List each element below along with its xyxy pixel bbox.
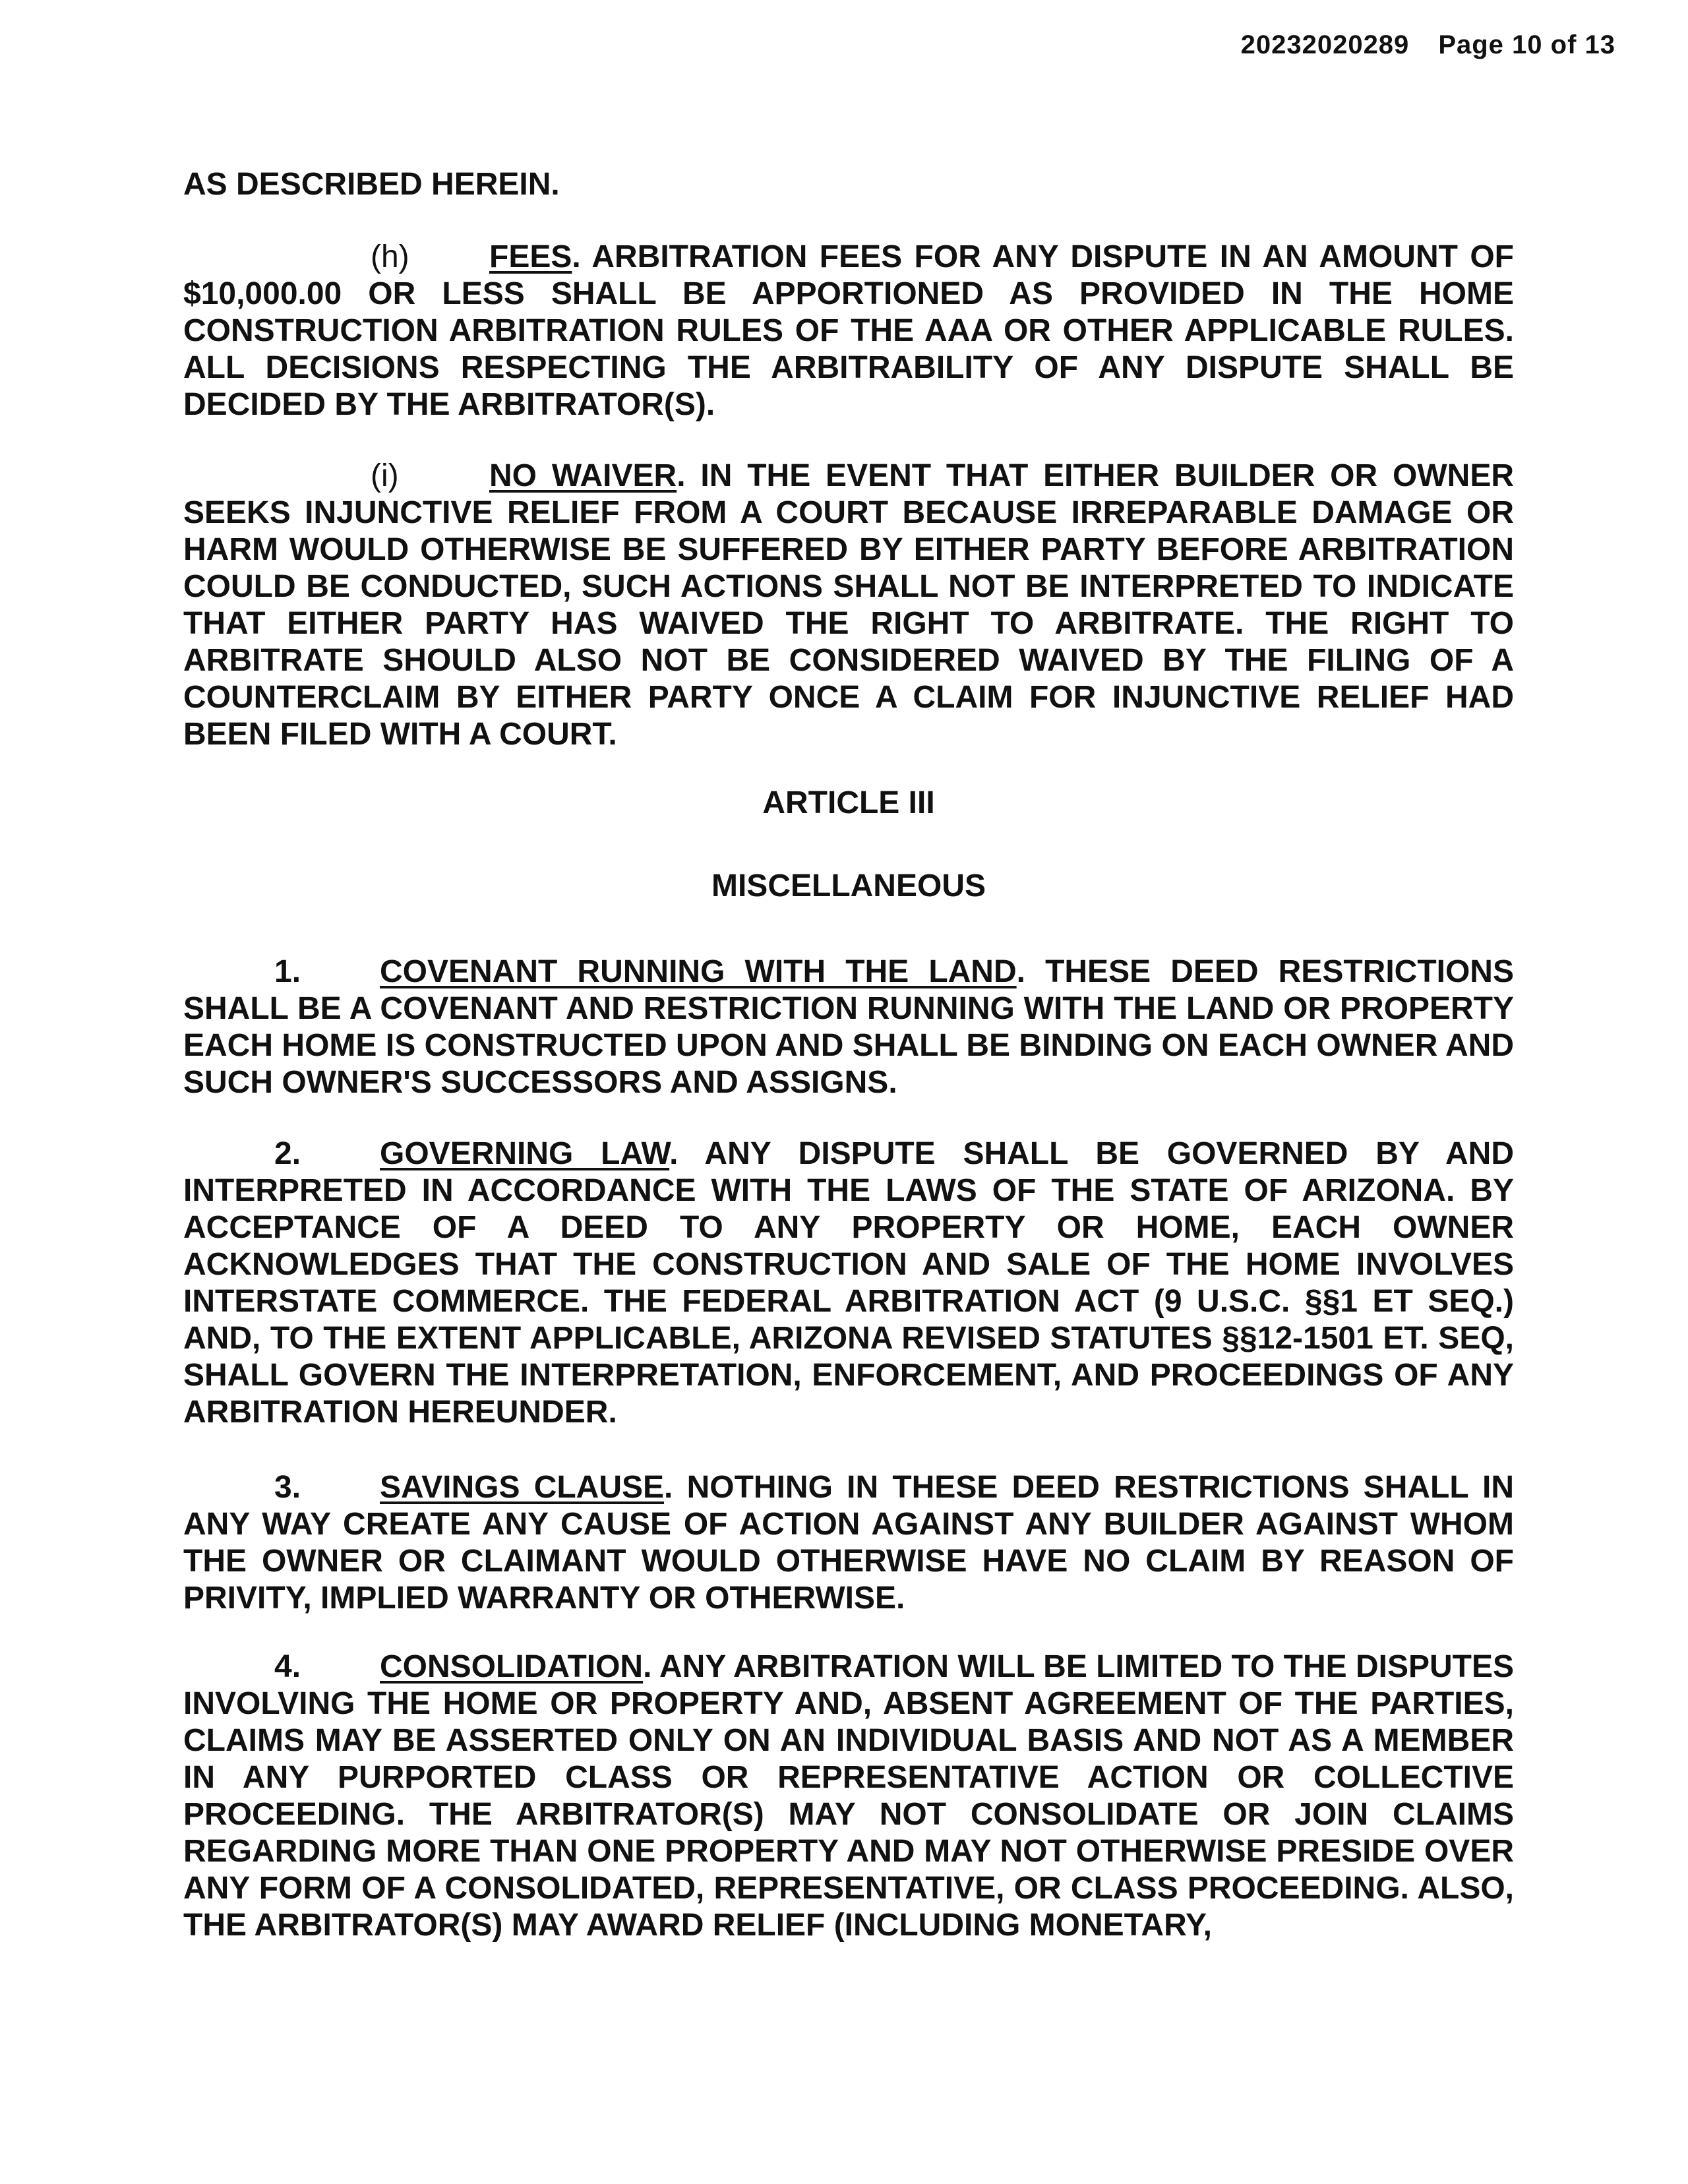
clause-body: . THESE DEED RESTRICTIONS SHALL BE A COVENANT AND RESTRICTION RUNNING WITH THE LAND OR PROPERTY EACH HOME IS CONSTRUCTED UPON AND SHALL BE BINDING ON EACH OWNER AND SUCH OWNER'S SUCCESSORS AND ASSIGNS. <box>183 954 1514 1100</box>
clause-number: 1. <box>274 954 301 989</box>
section-title: NO WAIVER <box>489 458 677 493</box>
clause-body: . NOTHING IN THESE DEED RESTRICTIONS SHALL IN ANY WAY CREATE ANY CAUSE OF ACTION AGAINST ANY BUILDER AGAINST WHOM THE OWNER OR CLAIMANT WOULD OTHERWISE HAVE NO CLAIM BY REASON OF PRIVITY, IMPLIED WARRANTY OR OTHERWISE. <box>183 1470 1514 1616</box>
page-number: Page 10 of 13 <box>1438 30 1615 59</box>
clause-3 <box>183 1469 1514 1617</box>
document-number: 20232020289 <box>1240 30 1410 59</box>
clause-title: GOVERNING LAW <box>380 1136 670 1171</box>
article-number: ARTICLE III <box>762 785 935 820</box>
clause-title: SAVINGS CLAUSE <box>380 1470 665 1505</box>
section-marker: (h) <box>371 239 409 274</box>
section-h-fees <box>183 239 1514 423</box>
clause-title: COVENANT RUNNING WITH THE LAND <box>380 954 1017 989</box>
continuation-text: AS DESCRIBED HEREIN. <box>183 167 560 202</box>
clause-number: 4. <box>274 1649 301 1684</box>
clause-title: CONSOLIDATION <box>380 1649 644 1684</box>
section-title: FEES <box>489 239 572 274</box>
clause-body: . ANY DISPUTE SHALL BE GOVERNED BY AND INTERPRETED IN ACCORDANCE WITH THE LAWS OF THE STATE OF ARIZONA. BY ACCEPTANCE OF A DEED TO ANY PROPERTY OR HOME, EACH OWNER ACKNOWLEDGES THAT THE CONSTRUCTION AND SALE OF THE HOME INVOLVES INTERSTATE COMMERCE. THE FEDERAL ARBITRATION ACT (9 U.S.C. §§1 ET SEQ.) AND, TO THE EXTENT APPLICABLE, ARIZONA REVISED STATUTES §§12-1501 ET. SEQ, SHALL GOVERN THE INTERPRETATION, ENFORCEMENT, AND PROCEEDINGS OF ANY ARBITRATION HEREUNDER. <box>183 1136 1514 1430</box>
clause-body: . ANY ARBITRATION WILL BE LIMITED TO THE DISPUTES INVOLVING THE HOME OR PROPERTY AND, ABSENT AGREEMENT OF THE PARTIES, CLAIMS MAY BE ASSERTED ONLY ON AN INDIVIDUAL BASIS AND NOT AS A MEMBER IN ANY PURPORTED CLASS OR REPRESENTATIVE ACTION OR COLLECTIVE PROCEEDING. THE ARBITRATOR(S) MAY NOT CONSOLIDATE OR JOIN CLAIMS REGARDING MORE THAN ONE PROPERTY AND MAY NOT OTHERWISE PRESIDE OVER ANY FORM OF A CONSOLIDATED, REPRESENTATIVE, OR CLASS PROCEEDING. ALSO, THE ARBITRATOR(S) MAY AWARD RELIEF (INCLUDING MONETARY, <box>183 1649 1515 1943</box>
section-i-no-waiver <box>183 458 1514 753</box>
clause-1 <box>183 954 1514 1101</box>
section-body: . IN THE EVENT THAT EITHER BUILDER OR OWNER SEEKS INJUNCTIVE RELIEF FROM A COURT BECAUSE IRREPARABLE DAMAGE OR HARM WOULD OTHERWISE BE SUFFERED BY EITHER PARTY BEFORE ARBITRATION COULD BE CONDUCTED, SUCH ACTIONS SHALL NOT BE INTERPRETED TO INDICATE THAT EITHER PARTY HAS WAIVED THE RIGHT TO ARBITRATE. THE RIGHT TO ARBITRATE SHOULD ALSO NOT BE CONSIDERED WAIVED BY THE FILING OF A COUNTERCLAIM BY EITHER PARTY ONCE A CLAIM FOR INJUNCTIVE RELIEF HAD BEEN FILED WITH A COURT. <box>183 458 1515 752</box>
page-header <box>1241 30 1615 60</box>
article-title: MISCELLANEOUS <box>711 868 986 903</box>
section-marker: (i) <box>371 458 399 493</box>
section-body: . ARBITRATION FEES FOR ANY DISPUTE IN AN AMOUNT OF $10,000.00 OR LESS SHALL BE APPORTIONED AS PROVIDED IN THE HOME CONSTRUCTION ARBITRATION RULES OF THE AAA OR OTHER APPLICABLE RULES. ALL DECISIONS RESPECTING THE ARBITRABILITY OF ANY DISPUTE SHALL BE DECIDED BY THE ARBITRATOR(S). <box>183 239 1514 422</box>
clause-number: 3. <box>274 1470 301 1505</box>
clause-number: 2. <box>274 1136 301 1171</box>
clause-2 <box>183 1136 1514 1431</box>
clause-4 <box>183 1649 1514 1944</box>
